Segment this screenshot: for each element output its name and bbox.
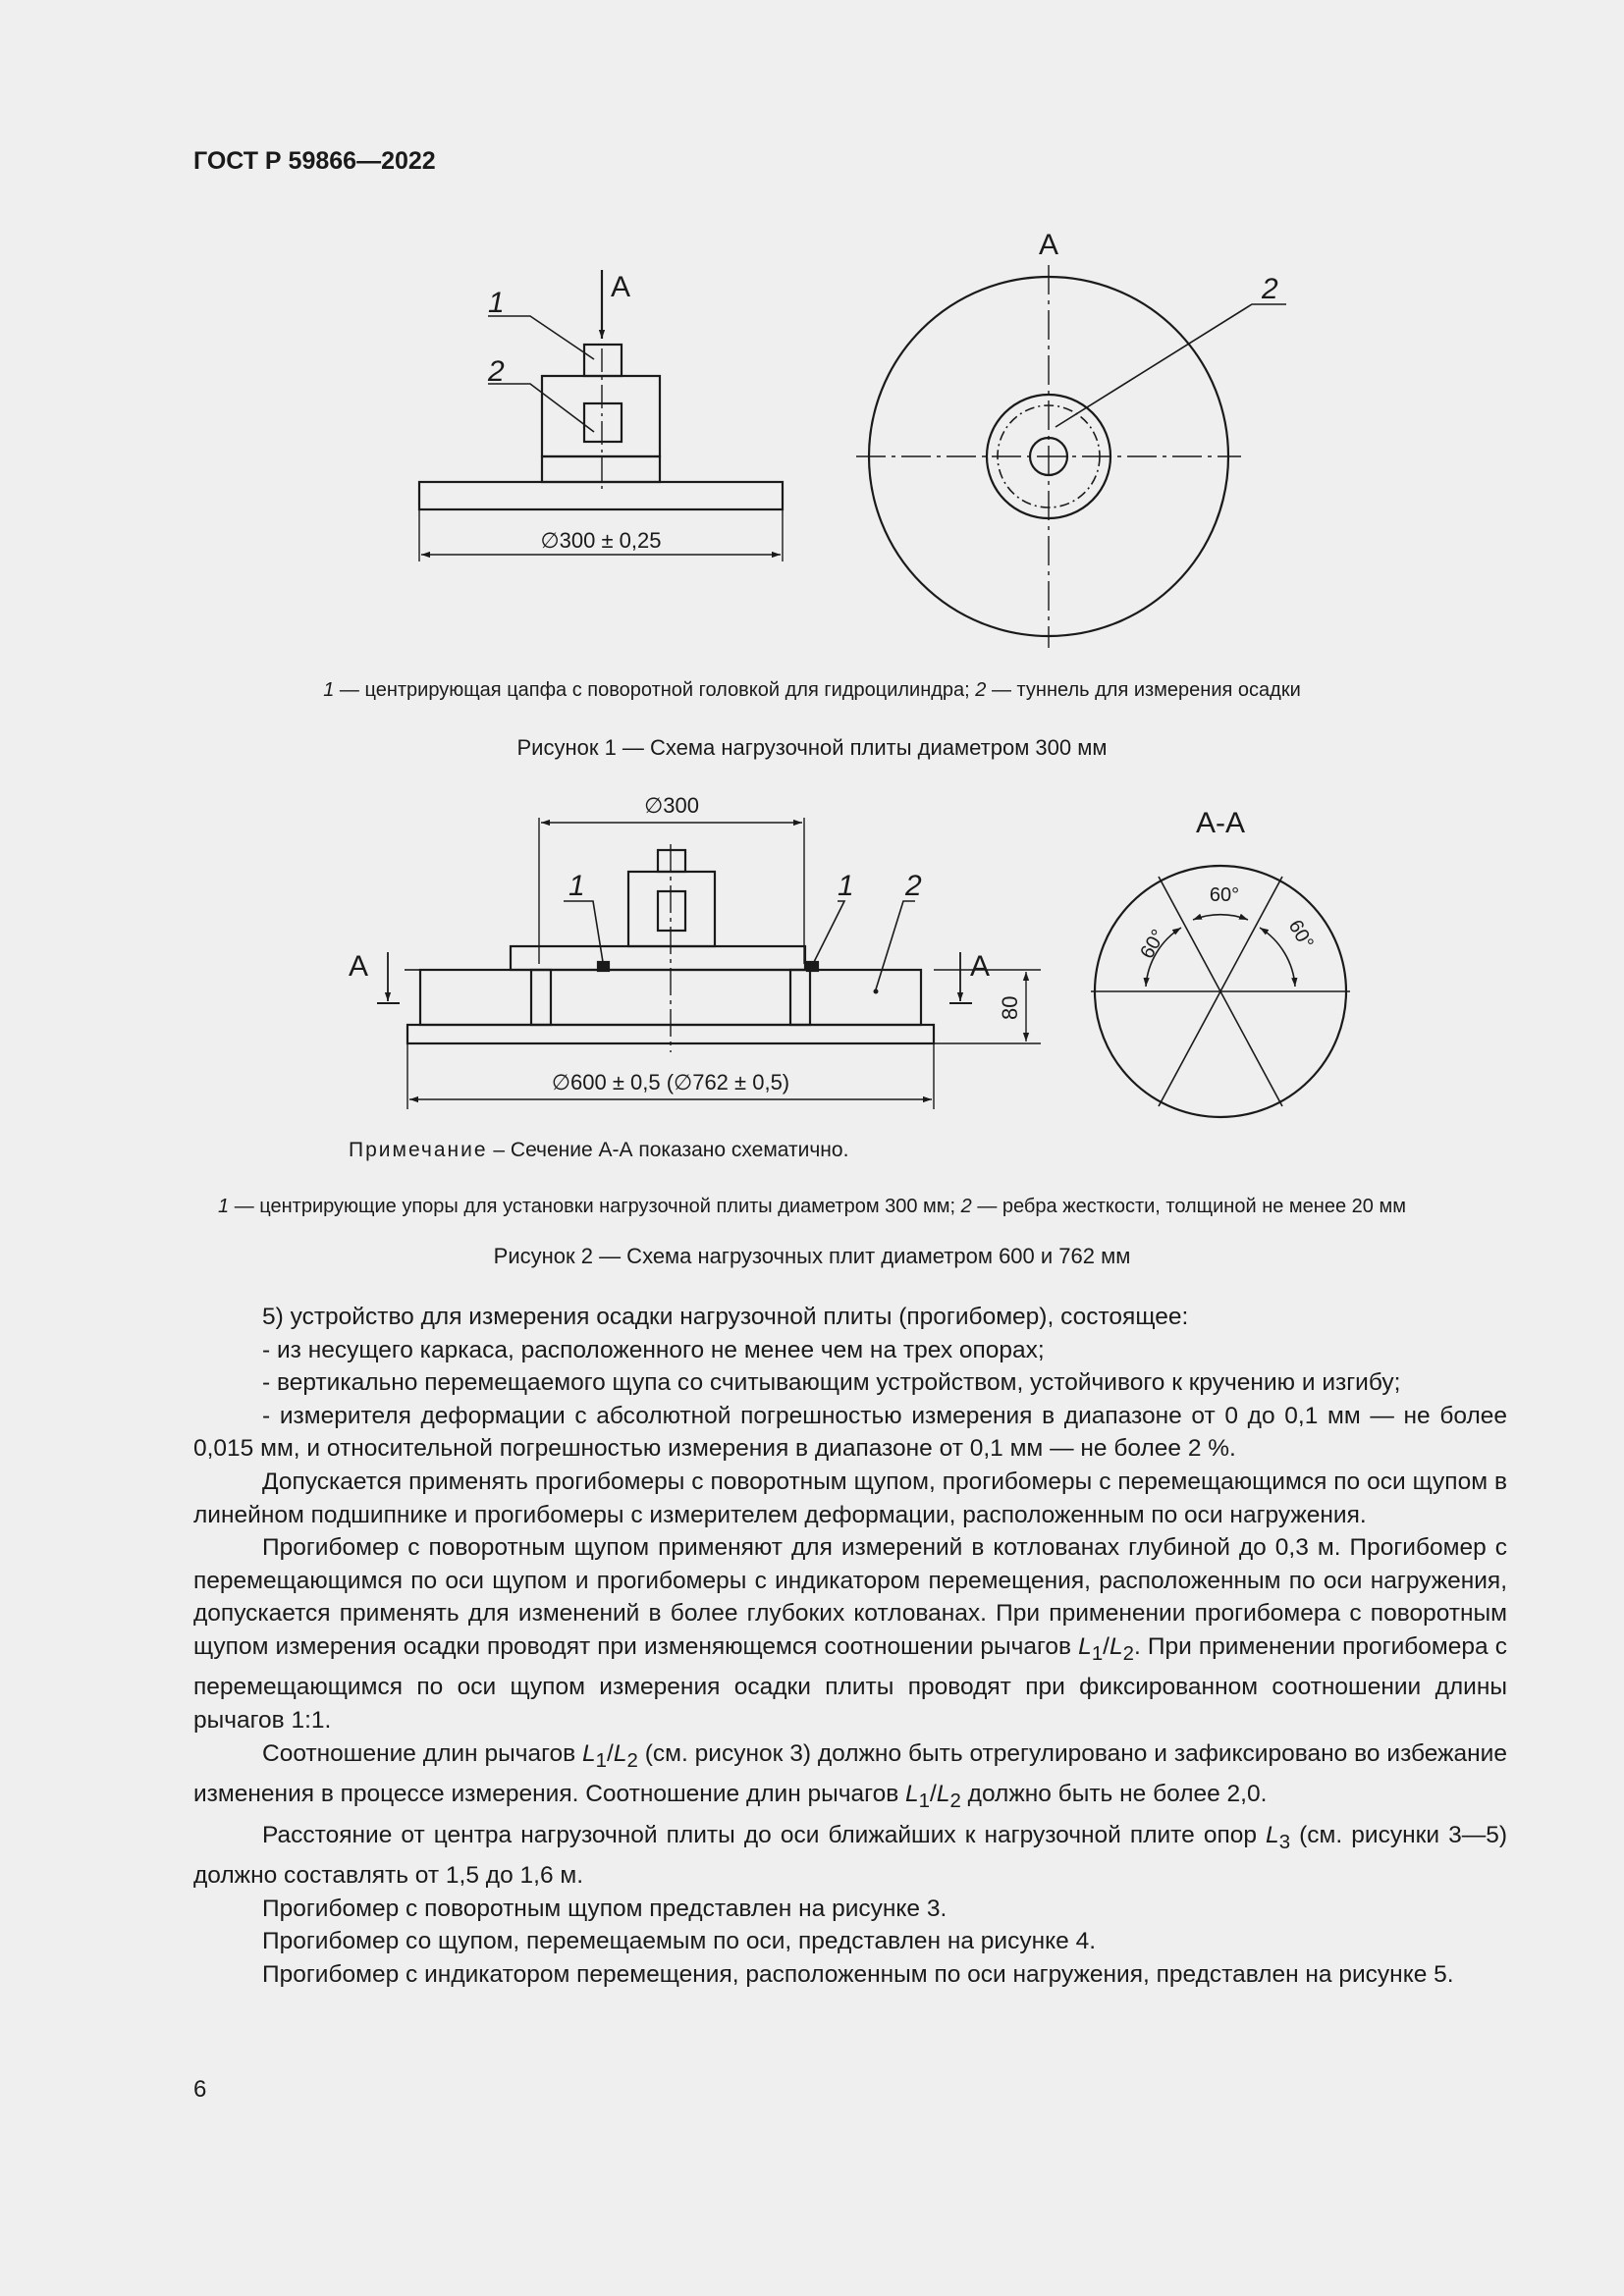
paragraph: 5) устройство для измерения осадки нагрузочной плиты (прогибомер), состоящее: — [262, 1304, 1189, 1330]
symbol: L — [1266, 1821, 1279, 1848]
paragraph: - измерителя деформации с абсолютной погрешностью измерения в диапазоне от 0 до 0,1 мм — не более 0,015 мм, и относительной погрешностью измерения в диапазоне от 0,1 мм — не более 2 %. — [193, 1402, 1507, 1463]
fig2-note — [349, 1139, 848, 1162]
paragraph: Прогибомер с индикатором перемещения, расположенным по оси нагружения, представлен на рисунке 5. — [262, 1960, 1454, 1988]
text-run: / — [930, 1781, 937, 1808]
subscript: 2 — [1122, 1642, 1134, 1665]
paragraph: Прогибомер со щупом, перемещаемым по оси, представлен на рисунке 4. — [262, 1928, 1097, 1955]
text-run: / — [607, 1739, 614, 1767]
fig1-housing — [542, 376, 660, 456]
fig1-tunnel — [584, 403, 622, 442]
fig2-label-1a: 1 — [568, 870, 585, 902]
text-run: (см. рисунок 3) должно быть отрегулировано и зафиксировано во избежание изменения в процессе измерения. Соотношение длин рычагов — [193, 1739, 1507, 1808]
fig1-legend — [128, 679, 1496, 702]
fig2-label-1b: 1 — [838, 870, 854, 902]
fig2-angle-left: 60° — [1136, 926, 1170, 963]
fig2-section-left: А — [349, 950, 369, 983]
subscript: 3 — [1278, 1831, 1291, 1853]
paragraph: Допускается применять прогибомеры с поворотным щупом, прогибомеры с перемещающимся по оси щупом в линейном подшипнике и прогибомеры с измерителем деформации, расположенным по оси нагружения. — [193, 1468, 1507, 1528]
fig1-plinth — [542, 456, 660, 482]
subscript: 1 — [1091, 1642, 1104, 1665]
text-run: (см. рисунки 3—5) должно составлять от 1,5 до 1,6 м. — [193, 1821, 1507, 1890]
fig2-diameter-bottom: ∅600 ± 0,5 (∅762 ± 0,5) — [551, 1070, 790, 1095]
text-run: . При применении прогибомера с перемещающимся по оси щупом измерения осадки плиты проводят при фиксированном соотношении длины рычагов 1:1. — [193, 1632, 1507, 1735]
fig2-legend-num-1: 1 — [218, 1196, 230, 1217]
fig2-legend — [128, 1196, 1496, 1218]
page-number: 6 — [193, 2076, 207, 2103]
subscript: 1 — [918, 1789, 931, 1812]
paragraph: - из несущего каркаса, расположенного не менее чем на трех опорах; — [262, 1336, 1045, 1363]
fig1-trunnion — [584, 345, 622, 376]
paragraph: - вертикально перемещаемого щупа со считывающим устройством, устойчивого к кручению и изгибу; — [262, 1369, 1401, 1397]
fig2-note-text: – Сечение А-А показано схематично. — [487, 1139, 849, 1161]
document-code: ГОСТ Р 59866—2022 — [193, 147, 436, 175]
fig2-angle-right: 60° — [1283, 916, 1318, 953]
subscript: 2 — [626, 1749, 638, 1772]
fig1-legend-num-2: 2 — [975, 679, 987, 701]
fig1-label-1: 1 — [488, 287, 505, 319]
fig2-housing — [628, 872, 715, 946]
fig1-legend-num-1: 1 — [323, 679, 335, 701]
fig2-view-title: А-А — [1195, 807, 1246, 839]
symbol: L — [613, 1739, 627, 1767]
fig1-caption: Рисунок 1 — Схема нагрузочной плиты диаметром 300 мм — [516, 735, 1108, 760]
text-run: Прогибомер с поворотным щупом применяют для измерений в котлованах глубиной до 0,3 м. Прогибомер с перемещающимся по оси щупом и прогибомеры с индикатором перемещения, расположенным по оси нагружения, допускается применять для изменений в более глубоких котлованах. При применении прогибомера с поворотным щупом измерения осадки проводят при изменяющемся соотношении рычагов — [193, 1534, 1507, 1660]
fig1-legend-text-1: — центрирующая цапфа с поворотной головкой для гидроцилиндра; — [334, 679, 976, 701]
subscript: 2 — [949, 1789, 961, 1812]
symbol: L — [936, 1781, 950, 1808]
text-run: должно быть не более 2,0. — [960, 1781, 1268, 1808]
text-run: / — [1103, 1632, 1110, 1660]
fig1-label-2: 2 — [488, 355, 505, 388]
symbol: L — [1078, 1632, 1092, 1660]
paragraph — [193, 1531, 1507, 1736]
fig2-height-label: 80 — [998, 995, 1022, 1020]
fig1-section-marker: А — [611, 271, 631, 303]
subscript: 1 — [595, 1749, 608, 1772]
fig1-side-view — [419, 270, 783, 561]
body-text — [193, 1301, 1507, 1991]
text-run: Соотношение длин рычагов — [262, 1739, 583, 1767]
fig1-base-plate — [419, 482, 783, 509]
fig2-legend-num-2: 2 — [960, 1196, 972, 1217]
fig2-section-right: А — [970, 950, 991, 983]
fig2-label-2: 2 — [905, 870, 922, 902]
fig2-note-label: Примечание — [349, 1139, 488, 1161]
paragraph — [193, 1819, 1507, 1893]
paragraph: Прогибомер с поворотным щупом представлен на рисунке 3. — [262, 1895, 947, 1922]
paragraph — [193, 1737, 1507, 1819]
fig2-legend-text-2: — ребра жесткости, толщиной не менее 20 мм — [971, 1196, 1406, 1217]
symbol: L — [1109, 1632, 1123, 1660]
fig1-legend-text-2: — туннель для измерения осадки — [986, 679, 1301, 701]
fig1-top-view — [856, 265, 1286, 648]
symbol: L — [582, 1739, 596, 1767]
symbol: L — [905, 1781, 919, 1808]
fig1-label-2-right: 2 — [1262, 273, 1278, 305]
fig2-angle-top: 60° — [1209, 884, 1240, 906]
fig1-diameter-label: ∅300 ± 0,25 — [540, 528, 662, 553]
fig2-side-view — [377, 818, 1041, 1109]
fig2-diameter-top: ∅300 — [644, 793, 699, 818]
text-run: Расстояние от центра нагрузочной плиты до оси ближайших к нагрузочной плите опор — [262, 1821, 1267, 1848]
fig2-caption: Рисунок 2 — Схема нагрузочных плит диаметром 600 и 762 мм — [493, 1244, 1131, 1268]
fig1-view-marker: А — [1038, 229, 1059, 261]
fig2-legend-text-1: — центрирующие упоры для установки нагрузочной плиты диаметром 300 мм; — [229, 1196, 961, 1217]
